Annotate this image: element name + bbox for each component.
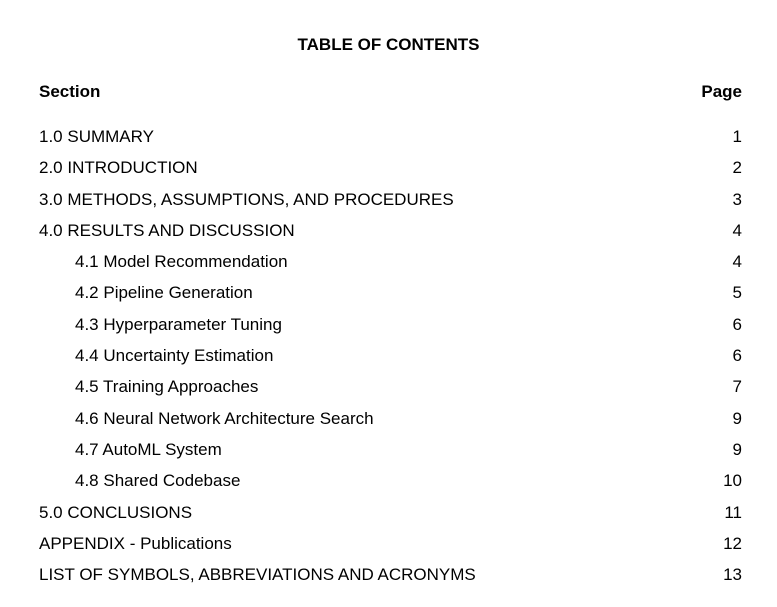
toc-entry-label: 4.8 Shared Codebase: [75, 471, 241, 491]
toc-subentry[interactable]: [39, 252, 742, 283]
toc-entry[interactable]: [39, 534, 742, 565]
toc-subentry[interactable]: [39, 346, 742, 377]
toc-entry-page: 2: [732, 158, 742, 178]
toc-entry-page: 11: [724, 502, 742, 522]
toc-entry-page: 4: [732, 220, 742, 240]
toc-entry-label: 5.0 CONCLUSIONS: [39, 502, 193, 522]
toc-entry[interactable]: [39, 565, 742, 596]
toc-entry-page: 4: [732, 252, 742, 272]
toc-subentry[interactable]: [39, 377, 742, 408]
toc-entry-label: 4.4 Uncertainty Estimation: [75, 346, 274, 366]
toc-subentry[interactable]: [39, 315, 742, 346]
toc-entry-page: 1: [732, 127, 742, 146]
page-column-header: Page: [701, 82, 742, 101]
toc-subentry[interactable]: [39, 409, 742, 440]
toc-entry-page: 6: [732, 346, 742, 366]
toc-entry[interactable]: [39, 190, 742, 221]
toc-entry[interactable]: [39, 158, 742, 189]
toc-entry[interactable]: [39, 127, 742, 158]
toc-subentry[interactable]: [39, 283, 742, 314]
toc-entry-label: 3.0 METHODS, ASSUMPTIONS, AND PROCEDURES: [39, 189, 454, 209]
toc-entry-page: 5: [732, 283, 742, 303]
toc-entry-label: 4.3 Hyperparameter Tuning: [75, 314, 282, 334]
toc-entry-label: 4.2 Pipeline Generation: [75, 283, 253, 303]
toc-entry-label: 4.5 Training Approaches: [75, 377, 259, 397]
toc-entry-label: 4.1 Model Recommendation: [75, 252, 288, 272]
toc-entry-label: 4.0 RESULTS AND DISCUSSION: [39, 220, 295, 240]
toc-entry-label: 2.0 INTRODUCTION: [39, 158, 198, 178]
page-title: TABLE OF CONTENTS: [297, 35, 480, 54]
toc-entry[interactable]: [39, 221, 742, 252]
toc-entry-label: 1.0 SUMMARY: [39, 127, 154, 146]
toc-entry-page: 3: [732, 189, 742, 209]
toc-entry-page: 9: [732, 439, 742, 459]
toc-subentry[interactable]: [39, 440, 742, 471]
toc-entry-label: 4.6 Neural Network Architecture Search: [75, 408, 374, 428]
toc-entry-label: LIST OF SYMBOLS, ABBREVIATIONS AND ACRONYMS: [39, 565, 476, 585]
toc-entry-label: 4.7 AutoML System: [75, 439, 222, 459]
toc-subentry[interactable]: [39, 471, 742, 502]
toc-entry-page: 7: [732, 377, 742, 397]
section-column-header: Section: [39, 82, 101, 101]
toc-entry-page: 9: [732, 408, 742, 428]
toc-list: [39, 127, 742, 596]
toc-entry-label: APPENDIX - Publications: [39, 533, 232, 553]
toc-entry-page: 13: [723, 565, 742, 585]
toc-entry-page: 10: [723, 471, 742, 491]
toc-entry[interactable]: [39, 503, 742, 534]
toc-entry-page: 12: [723, 533, 742, 553]
toc-entry-page: 6: [732, 314, 742, 334]
